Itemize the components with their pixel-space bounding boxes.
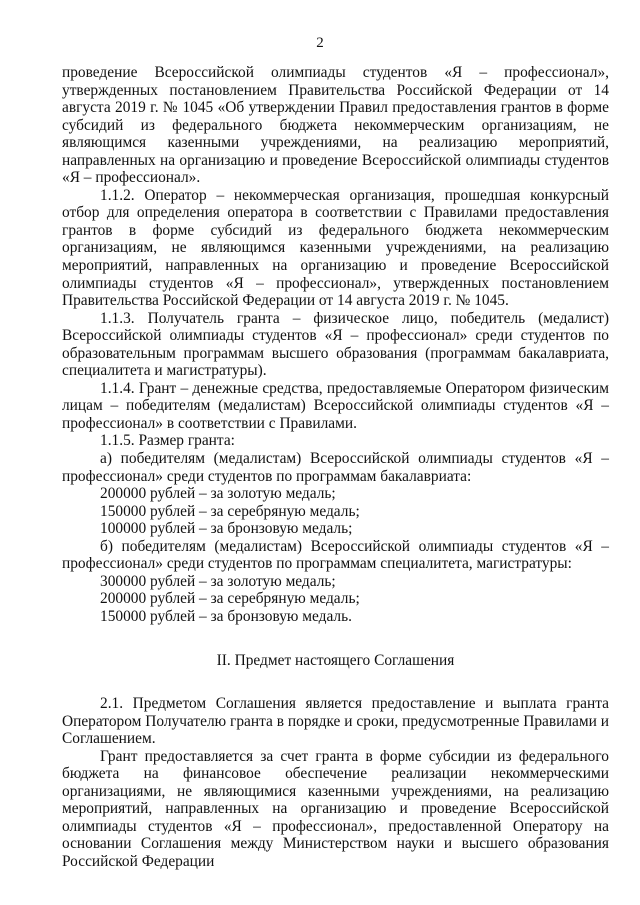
paragraph-continuation: проведение Всероссийской олимпиады студентов «Я – профессионал», утвержденных постановлением Правительства Российской Федерации от 14 августа 2019 г. № 1045 «Об утверждении Правил предоставления грантов в форме субсидий из федерального бюджета некоммерческим организациям, не являющимся казенными учреждениями, на реализацию мероприятий, направленных на организацию и проведение Всероссийской олимпиады студентов «Я – профессионал». xyxy=(62,64,609,187)
section-heading: II. Предмет настоящего Соглашения xyxy=(216,651,455,669)
paragraph-item-b: б) победителям (медалистам) Всероссийской олимпиады студентов «Я – профессионал» среди студентов по программам специалитета, магистратуры: xyxy=(62,537,609,573)
grant-amount-line: 200000 рублей – за золотую медаль; xyxy=(100,485,336,503)
grant-amount-line: 150000 рублей – за бронзовую медаль. xyxy=(100,607,352,625)
paragraph-1-1-5: 1.1.5. Размер гранта: xyxy=(100,432,235,450)
paragraph-1-1-2: 1.1.2. Оператор – некоммерческая организация, прошедшая конкурсный отбор для определения оператора в соответствии с Правилами предоставления грантов в форме субсидий из федерального бюджета некоммерческим организациям, не являющимся казенными учреждениями, на реализацию мероприятий, направленных на организацию и проведение Всероссийской олимпиады студентов «Я – профессионал», утвержденных постановлением Правительства Российской Федерации от 14 августа 2019 г. № 1045. xyxy=(62,186,609,310)
document-body xyxy=(62,64,609,871)
paragraph-item-a: а) победителям (медалистам) Всероссийской олимпиады студентов «Я – профессионал» среди студентов по программам бакалавриата: xyxy=(62,450,609,485)
grant-amount-line: 150000 рублей – за серебряную медаль; xyxy=(100,502,360,520)
grant-amount-line: 100000 рублей – за бронзовую медаль; xyxy=(100,520,353,538)
page-number: 2 xyxy=(316,35,324,51)
grant-amount-line: 300000 рублей – за золотую медаль; xyxy=(100,572,336,590)
paragraph-1-1-3: 1.1.3. Получатель гранта – физическое лицо, победитель (медалист) Всероссийской олимпиады студентов «Я – профессионал» среди студентов по образовательным программам высшего образования (программам бакалавриата, специалитета и магистратуры). xyxy=(62,309,609,380)
paragraph-1-1-4: 1.1.4. Грант – денежные средства, предоставляемые Оператором физическим лицам – победителям (медалистам) Всероссийской олимпиады студентов «Я – профессионал» в соответствии с Правилами. xyxy=(62,379,609,432)
grant-amount-line: 200000 рублей – за серебряную медаль; xyxy=(100,590,360,608)
paragraph-2-1: 2.1. Предметом Соглашения является предоставление и выплата гранта Оператором Получателю гранта в порядке и сроки, предусмотренные Правилами и Соглашением. xyxy=(62,695,609,748)
paragraph-grant-source: Грант предоставляется за счет гранта в форме субсидии из федерального бюджета на финансовое обеспечение реализации некоммерческими организациями, не являющимися казенными учреждениями, на реализацию мероприятий, направленных на организацию и проведение Всероссийской олимпиады студентов «Я – профессионал», предоставленной Оператору на основании Соглашения между Министерством науки и высшего образования Российской Федерации xyxy=(62,747,609,870)
